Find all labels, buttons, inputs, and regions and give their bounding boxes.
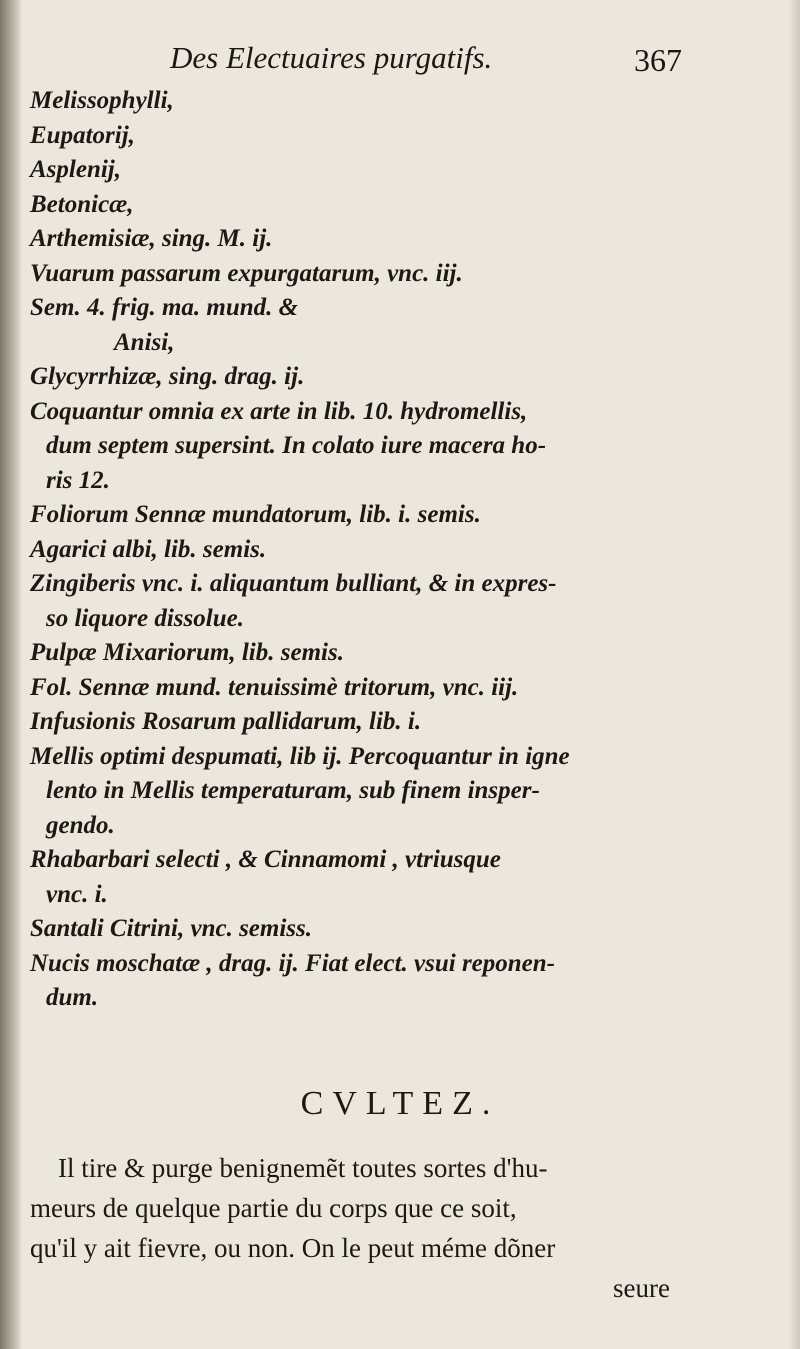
recipe-line: Infusionis Rosarum pallidarum, lib. i.: [30, 708, 422, 735]
recipe-line: gendo.: [46, 811, 115, 839]
prose-paragraph: [30, 1148, 670, 1308]
recipe-line: Nucis moschatæ , drag. ij. Fiat elect. vsui reponen-: [30, 949, 555, 977]
recipe-line: Sem. 4. frig. ma. mund. &: [30, 294, 299, 321]
recipe-line: ris 12.: [46, 466, 110, 494]
recipe-line: Arthemisiæ, sing. M. ij.: [30, 225, 273, 252]
recipe-line: Zingiberis vnc. i. aliquantum bulliant, & in expres-: [30, 570, 557, 597]
running-head: Des Electuaires purgatifs.: [170, 40, 493, 75]
recipe-line: Melissophylli,: [30, 87, 174, 114]
recipe-line: Agarici albi, lib. semis.: [30, 535, 267, 563]
recipe-line: Foliorum Sennæ mundatorum, lib. i. semis.: [30, 501, 481, 528]
prose-line: meurs de quelque partie du corps que ce soit,: [30, 1193, 517, 1223]
recipe-line: Coquantur omnia ex arte in lib. 10. hydromellis,: [30, 397, 528, 425]
recipe-line: vnc. i.: [46, 880, 108, 908]
recipe-block: [30, 84, 690, 1016]
section-title: CVLTEZ.: [300, 1085, 500, 1122]
recipe-line: dum septem supersint. In colato iure macera ho-: [46, 432, 547, 459]
recipe-line: Asplenij,: [30, 156, 121, 183]
recipe-line: Glycyrrhizæ, sing. drag. ij.: [30, 363, 305, 390]
recipe-line: Anisi,: [114, 328, 175, 356]
prose-line: Il tire & purge benignemẽt toutes sortes d'hu-: [58, 1153, 548, 1183]
page-number: 367: [634, 42, 682, 78]
page-edge: [788, 0, 800, 1349]
recipe-line: Rhabarbari selecti , & Cinnamomi , vtriusque: [30, 846, 501, 873]
recipe-line: so liquore dissolue.: [46, 604, 244, 632]
recipe-line: lento in Mellis temperaturam, sub finem insper-: [46, 777, 540, 804]
recipe-line: Betonicæ,: [30, 190, 134, 218]
recipe-line: Santali Citrini, vnc. semiss.: [30, 915, 313, 942]
recipe-line: Vuarum passarum expurgatarum, vnc. iij.: [30, 259, 463, 287]
recipe-line: Fol. Sennæ mund. tenuissimè tritorum, vnc. iij.: [30, 673, 519, 701]
page-header: [170, 40, 690, 84]
recipe-line: Eupatorij,: [30, 121, 135, 149]
catchword: seure: [613, 1273, 670, 1303]
prose-line: qu'il y ait fievre, ou non. On le peut méme dõner: [30, 1233, 556, 1263]
book-spine-shadow: [0, 0, 22, 1349]
recipe-line: Mellis optimi despumati, lib ij. Percoquantur in igne: [30, 742, 570, 770]
recipe-line: dum.: [46, 984, 99, 1011]
recipe-line: Pulpæ Mixariorum, lib. semis.: [30, 639, 344, 666]
